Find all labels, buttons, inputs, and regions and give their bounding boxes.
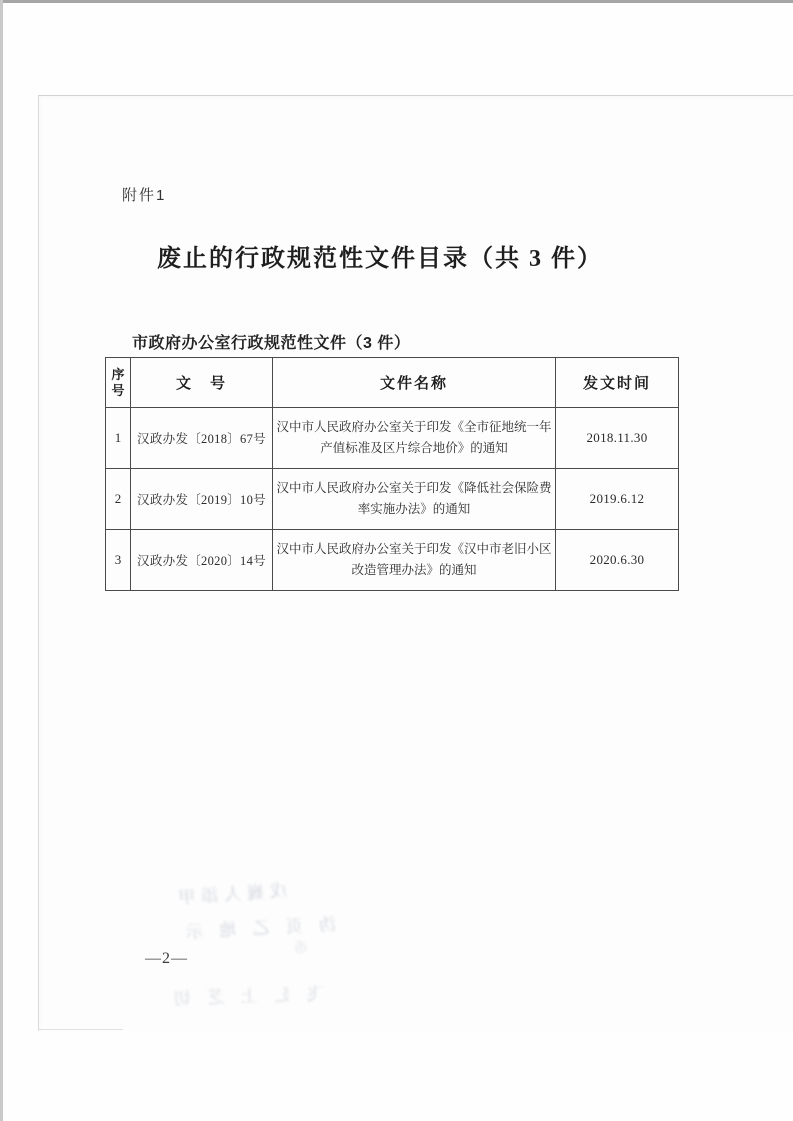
cell-seq: 2: [106, 469, 131, 530]
cell-issue-date: 2020.6.30: [556, 530, 679, 591]
scan-edge-left: [0, 0, 3, 1121]
document-title: 废止的行政规范性文件目录（共 3 件）: [157, 246, 603, 272]
bleedthrough-ghost-text: 飞 廴 上 芝 切: [167, 984, 325, 1009]
cell-doc-name: 汉中市人民政府办公室关于印发《全市征地统一年产值标准及区片综合地价》的通知: [273, 408, 556, 469]
header-doc-name: 文件名称: [273, 358, 556, 408]
attachment-label: 附件1: [122, 187, 167, 204]
header-doc-number: 文 号: [131, 358, 273, 408]
cell-doc-name: 汉中市人民政府办公室关于印发《汉中市老旧小区改造管理办法》的通知: [273, 530, 556, 591]
paper-bottom-edge: [38, 1029, 123, 1030]
cell-issue-date: 2019.6.12: [556, 469, 679, 530]
header-issue-date: 发文时间: [556, 358, 679, 408]
table-row: [106, 469, 679, 530]
page-number: —2—: [145, 950, 188, 967]
bleedthrough-ghost-text: 沩 页 乙 地 示: [179, 914, 337, 943]
section-heading: 市政府办公室行政规范性文件（3 件）: [132, 335, 411, 352]
scan-edge-top: [0, 0, 793, 3]
cell-issue-date: 2018.11.30: [556, 408, 679, 469]
repealed-documents-table: [105, 357, 679, 591]
cell-seq: 1: [106, 408, 131, 469]
bleedthrough-ghost-text: 戊巍人添甲: [171, 881, 288, 908]
cell-doc-number: 汉政办发〔2020〕14号: [131, 530, 273, 591]
header-seq: 序号: [106, 358, 131, 408]
cell-seq: 3: [106, 530, 131, 591]
cell-doc-name: 汉中市人民政府办公室关于印发《降低社会保险费率实施办法》的通知: [273, 469, 556, 530]
cell-doc-number: 汉政办发〔2018〕67号: [131, 408, 273, 469]
cell-doc-number: 汉政办发〔2019〕10号: [131, 469, 273, 530]
table-row: [106, 408, 679, 469]
table-header-row: [106, 358, 679, 408]
bleedthrough-ghost-text: 币: [287, 941, 309, 958]
table-row: [106, 530, 679, 591]
